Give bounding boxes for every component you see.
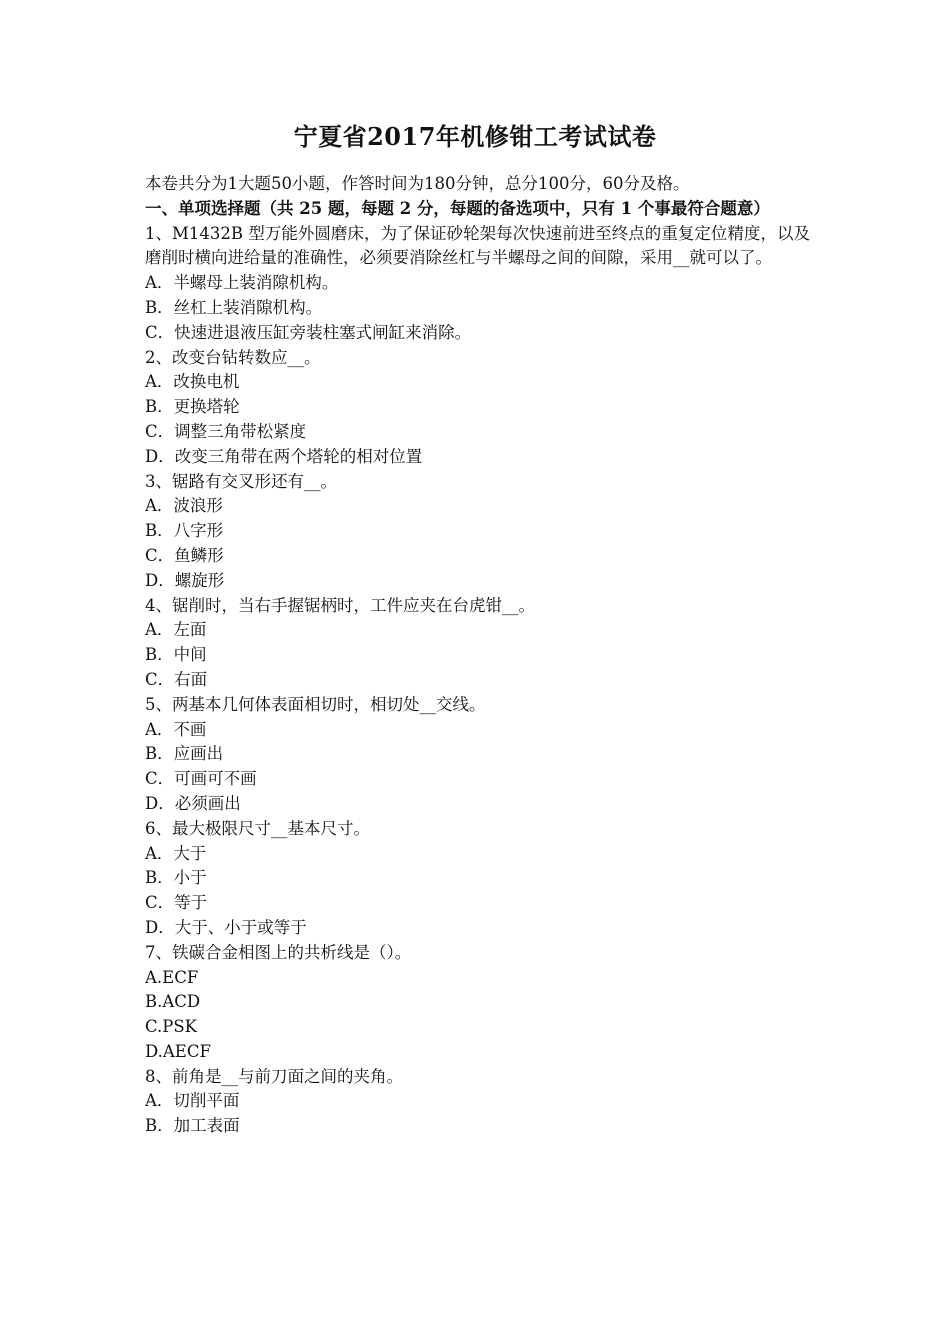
option-c: C.PSK	[145, 1017, 198, 1037]
exam-body	[145, 172, 810, 1139]
option-d: D．改变三角带在两个塔轮的相对位置	[145, 446, 423, 466]
option-c: C．调整三角带松紧度	[145, 421, 307, 441]
option-a: A．切削平面	[145, 1091, 240, 1111]
option-b: B.ACD	[145, 992, 201, 1012]
option-c: C．可画可不画	[145, 769, 257, 789]
option-c: C．右面	[145, 669, 208, 689]
option-b: B．八字形	[145, 521, 224, 541]
exam-intro: 本卷共分为1大题50小题，作答时间为180分钟，总分100分，60分及格。	[145, 174, 690, 193]
question-stem: 4、锯削时，当右手握锯柄时，工件应夹在台虎钳__。	[145, 595, 535, 615]
section-heading: 一、单项选择题（共 25 题，每题 2 分，每题的备选项中，只有 1 个事最符合题意）	[145, 198, 770, 218]
question-4	[145, 594, 810, 693]
question-stem: 5、两基本几何体表面相切时，相切处__交线。	[145, 694, 486, 714]
exam-title: 宁夏省2017年机修钳工考试试卷	[293, 122, 657, 151]
option-a: A.ECF	[145, 967, 199, 987]
question-stem: 8、前角是__与前刀面之间的夹角。	[145, 1066, 403, 1086]
question-stem: 2、改变台钻转数应__。	[145, 347, 321, 367]
question-7	[145, 941, 810, 1065]
option-b: B．丝杠上装消隙机构。	[145, 297, 323, 317]
option-a: A．改换电机	[145, 372, 240, 392]
option-b: B．中间	[145, 645, 207, 665]
question-stem: 7、铁碳合金相图上的共析线是（）。	[145, 942, 412, 962]
option-a: A．大于	[145, 843, 207, 863]
question-stem: 1、M1432B 型万能外圆磨床，为了保证砂轮架每次快速前进至终点的重复定位精度，以及磨削时横向进给量的准确性，必须要消除丝杠与半螺母之间的间隙，采用__就可以了。	[145, 223, 810, 268]
option-a: A．不画	[145, 719, 207, 739]
question-5	[145, 693, 810, 817]
option-b: B．加工表面	[145, 1116, 240, 1136]
option-c: C．等于	[145, 893, 208, 913]
option-b: B．更换塔轮	[145, 397, 240, 417]
question-8	[145, 1065, 810, 1139]
option-a: A．左面	[145, 620, 207, 640]
option-b: B．小于	[145, 868, 207, 888]
question-6	[145, 817, 810, 941]
option-d: D.AECF	[145, 1041, 211, 1061]
question-2	[145, 346, 810, 470]
option-d: D．必须画出	[145, 793, 241, 813]
option-c: C．鱼鳞形	[145, 545, 224, 565]
option-d: D．大于、小于或等于	[145, 917, 307, 937]
option-a: A．半螺母上装消隙机构。	[145, 273, 339, 293]
option-d: D．螺旋形	[145, 570, 225, 590]
option-a: A．波浪形	[145, 496, 223, 516]
question-stem: 6、最大极限尺寸__基本尺寸。	[145, 818, 370, 838]
question-stem: 3、锯路有交叉形还有__。	[145, 471, 337, 491]
question-3	[145, 470, 810, 594]
option-b: B．应画出	[145, 744, 224, 764]
option-c: C．快速进退液压缸旁装柱塞式闸缸来消除。	[145, 322, 472, 342]
question-1	[145, 222, 810, 346]
